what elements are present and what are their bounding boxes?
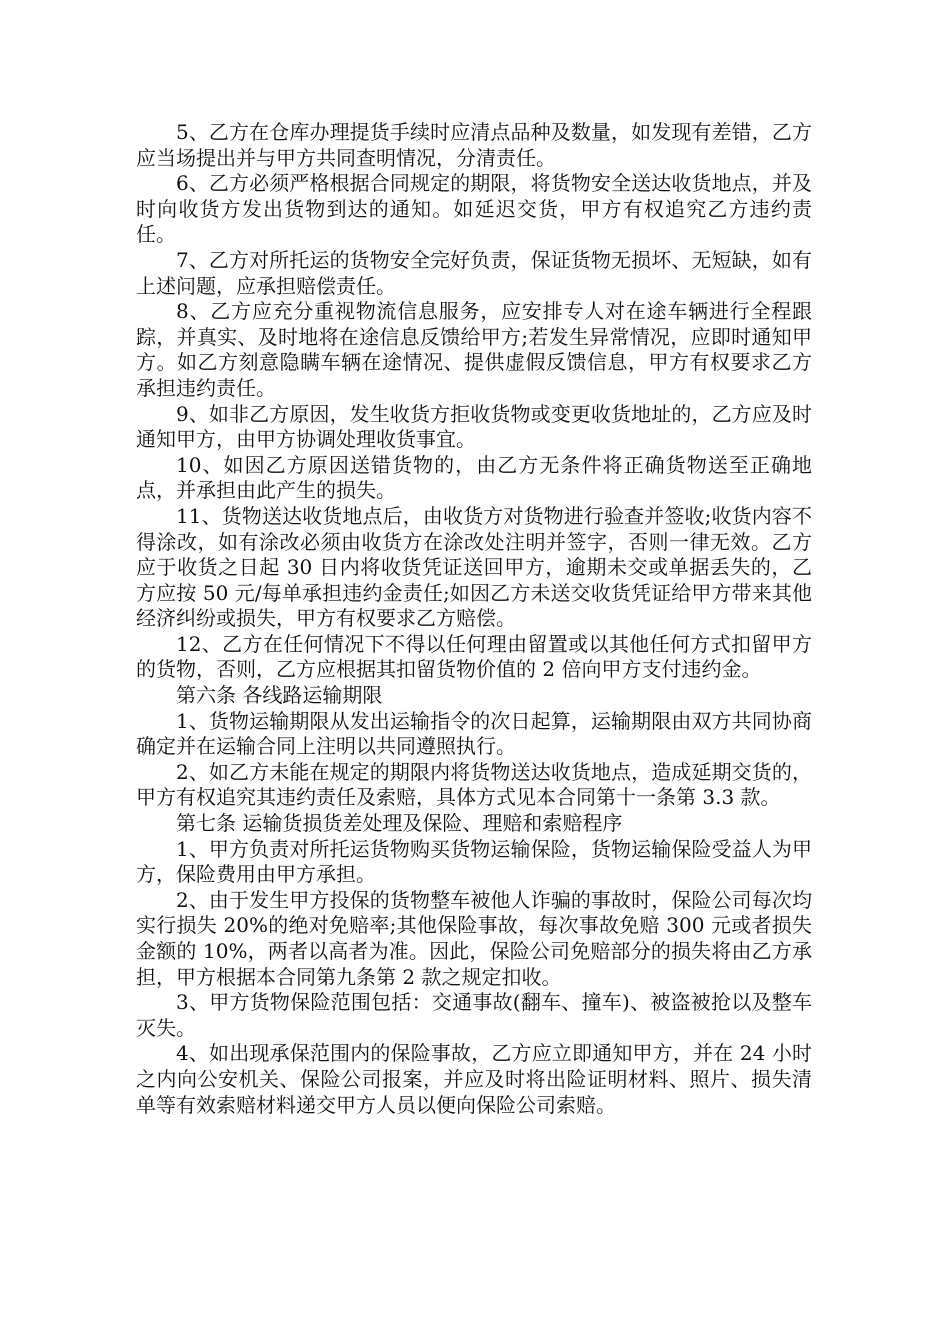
- clause-9-paragraph: 9、如非乙方原因，发生收货方拒收货物或变更收货地址的，乙方应及时通知甲方，由甲方协调处理收货事宜。: [136, 401, 812, 452]
- article-7-clause-3-paragraph: 3、甲方货物保险范围包括：交通事故(翻车、撞车)、被盗被抢以及整车灭失。: [136, 990, 812, 1040]
- clause-8-paragraph: 8、乙方应充分重视物流信息服务，应安排专人对在途车辆进行全程跟踪，并真实、及时地将在途信息反馈给甲方;若发生异常情况，应即时通知甲方。如乙方刻意隐瞒车辆在途情况、提供虚假反馈信息，甲方有权要求乙方承担违约责任。: [136, 299, 812, 400]
- article-6-clause-1-paragraph: 1、货物运输期限从发出运输指令的次日起算，运输期限由双方共同协商确定并在运输合同上注明以共同遵照执行。: [136, 708, 812, 759]
- document-page: [136, 120, 812, 1118]
- article-6-clause-2-paragraph: 2、如乙方未能在规定的期限内将货物送达收货地点，造成延期交货的，甲方有权追究其违约责任及索赔，具体方式见本合同第十一条第 3.3 款。: [136, 759, 812, 810]
- article-6-heading: 第六条 各线路运输期限: [176, 683, 383, 708]
- article-7-heading: 第七条 运输货损货差处理及保险、理赔和索赔程序: [176, 811, 623, 836]
- clause-10-paragraph: 10、如因乙方原因送错货物的，由乙方无条件将正确货物送至正确地点，并承担由此产生的损失。: [136, 452, 812, 503]
- clause-5-paragraph: 5、乙方在仓库办理提货手续时应清点品种及数量，如发现有差错，乙方应当场提出并与甲方共同查明情况，分清责任。: [136, 120, 812, 170]
- clause-6-paragraph: 6、乙方必须严格根据合同规定的期限，将货物安全送达收货地点，并及时向收货方发出货物到达的通知。如延迟交货，甲方有权追究乙方违约责任。: [136, 171, 812, 247]
- article-7-clause-1-paragraph: 1、甲方负责对所托运货物购买货物运输保险，货物运输保险受益人为甲方，保险费用由甲方承担。: [136, 836, 812, 887]
- clause-7-paragraph: 7、乙方对所托运的货物安全完好负责，保证货物无损坏、无短缺，如有上述问题，应承担赔偿责任。: [136, 247, 812, 298]
- article-7-clause-2-paragraph: 2、由于发生甲方投保的货物整车被他人诈骗的事故时，保险公司每次均实行损失 20%的绝对免赔率;其他保险事故，每次事故免赔 300 元或者损失金额的 10%，两者以高者为准。因此，保险公司免赔部分的损失将由乙方承担，甲方根据本合同第九条第 2 款之规定扣收。: [136, 887, 812, 989]
- clause-11-paragraph: 11、货物送达收货地点后，由收货方对货物进行验查并签收;收货内容不得涂改，如有涂改必须由收货方在涂改处注明并签字，否则一律无效。乙方应于收货之日起 30 日内将收货凭证送回甲方，逾期未交或单据丢失的，乙方应按 50 元/每单承担违约金责任;如因乙方未送交收货凭证给甲方带来其他经济纠纷或损失，甲方有权要求乙方赔偿。: [136, 503, 812, 631]
- clause-12-paragraph: 12、乙方在任何情况下不得以任何理由留置或以其他任何方式扣留甲方的货物，否则，乙方应根据其扣留货物价值的 2 倍向甲方支付违约金。: [136, 631, 812, 682]
- article-7-clause-4-paragraph: 4、如出现承保范围内的保险事故，乙方应立即通知甲方，并在 24 小时之内向公安机关、保险公司报案，并应及时将出险证明材料、照片、损失清单等有效索赔材料递交甲方人员以便向保险公司索赔。: [136, 1041, 812, 1117]
